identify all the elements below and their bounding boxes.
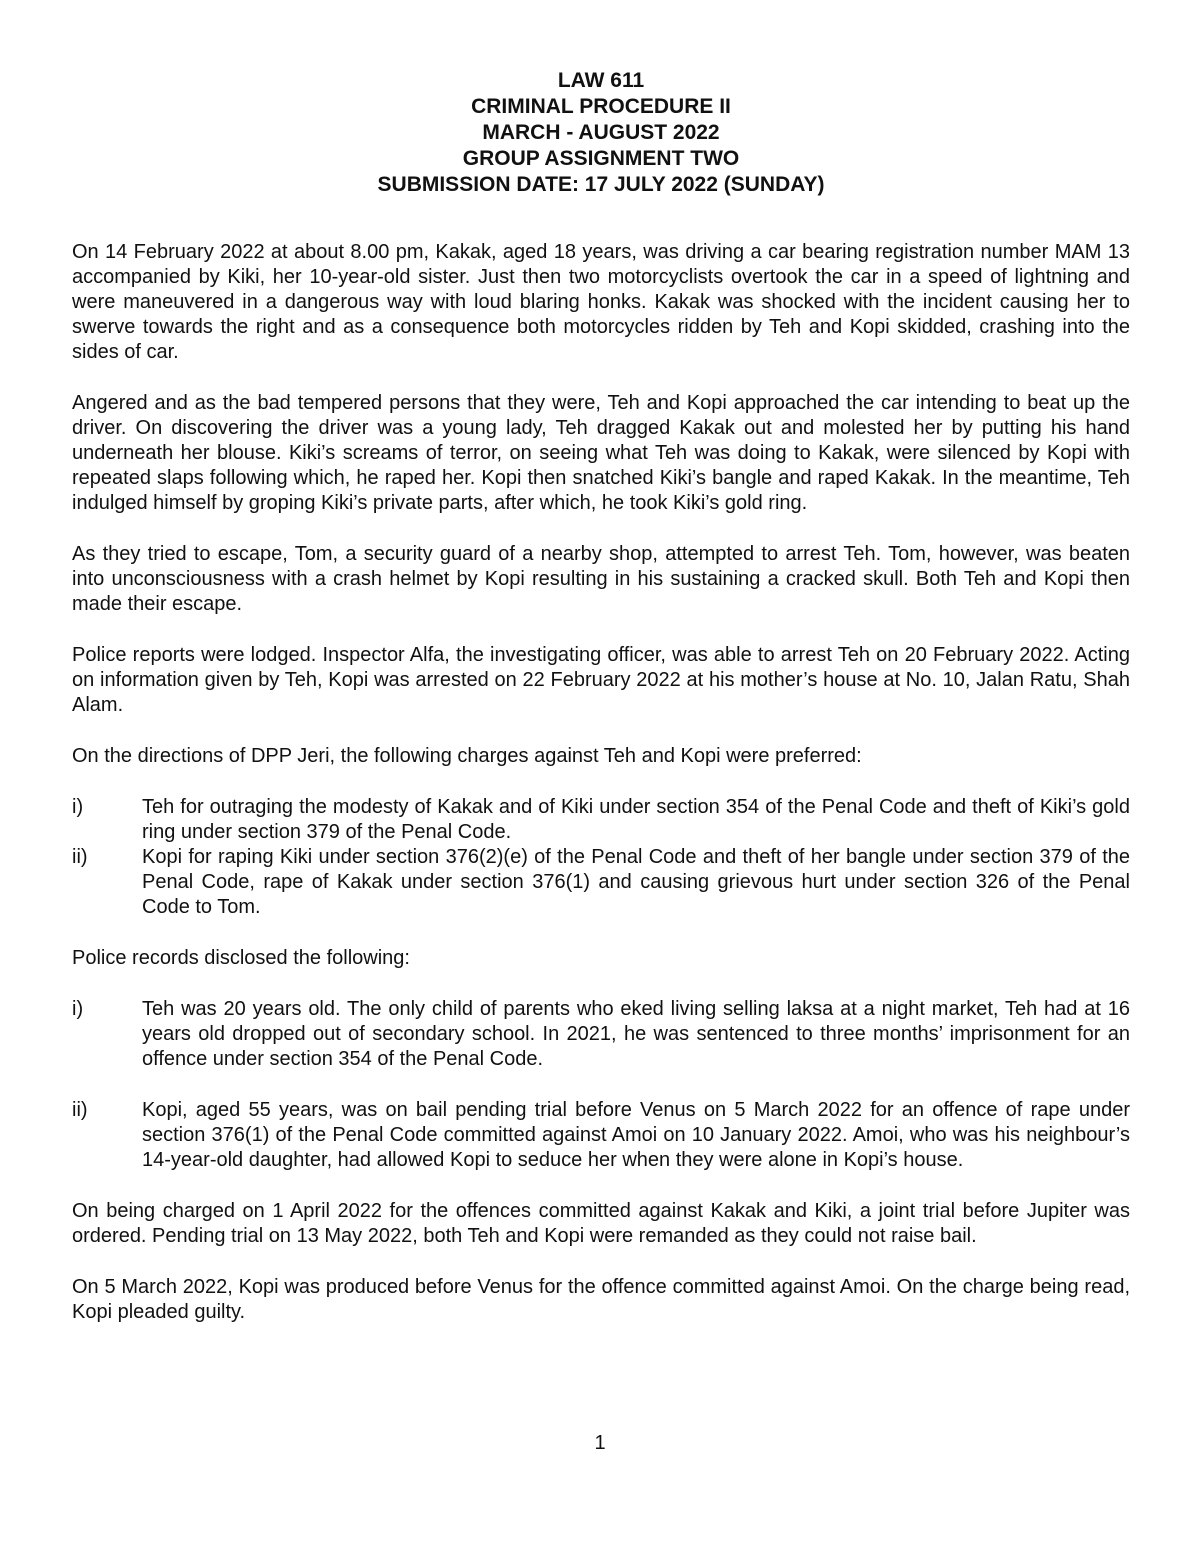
- submission-date: SUBMISSION DATE: 17 JULY 2022 (SUNDAY): [377, 173, 825, 196]
- paragraph-arrest: Police reports were lodged. Inspector Alfa, the investigating officer, was able to arrest Teh on 20 February 2022. Acting on information given by Teh, Kopi was arrested on 22 February 2022 at his mother’s house at No. 10, Jalan Ratu, Shah Alam.: [72, 644, 1130, 716]
- charges-list: [72, 795, 1130, 920]
- list-item-number: ii): [72, 846, 88, 868]
- paragraph-charges-intro: On the directions of DPP Jeri, the following charges against Teh and Kopi were preferred:: [72, 745, 862, 767]
- page-number: 1: [594, 1432, 606, 1454]
- paragraph-guilty-plea: On 5 March 2022, Kopi was produced before Venus for the offence committed against Amoi. On the charge being read, Kopi pleaded guilty.: [72, 1276, 1130, 1323]
- list-item-text: Kopi for raping Kiki under section 376(2)(e) of the Penal Code and theft of her bangle under section 379 of the Penal Code, rape of Kakak under section 376(1) and causing grievous hurt under section 326 of the Penal Code to Tom.: [142, 846, 1130, 918]
- semester: MARCH - AUGUST 2022: [482, 121, 720, 144]
- list-item: [72, 795, 1130, 845]
- list-item: [72, 997, 1130, 1072]
- list-item-text: Teh for outraging the modesty of Kakak and of Kiki under section 354 of the Penal Code and theft of Kiki’s gold ring under section 379 of the Penal Code.: [142, 796, 1130, 843]
- document-header: [72, 68, 1130, 198]
- course-code: LAW 611: [557, 69, 645, 92]
- paragraph-incident: On 14 February 2022 at about 8.00 pm, Kakak, aged 18 years, was driving a car bearing registration number MAM 13 accompanied by Kiki, her 10-year-old sister. Just then two motorcyclists overtook the car in a speed of lightning and were maneuvered in a dangerous way with loud blaring honks. Kakak was shocked with the incident causing her to swerve towards the right and as a consequence both motorcycles ridden by Teh and Kopi skidded, crashing into the sides of car.: [72, 241, 1130, 363]
- document-page: [72, 68, 1130, 1351]
- list-item: [72, 845, 1130, 920]
- paragraph-joint-trial: On being charged on 1 April 2022 for the offences committed against Kakak and Kiki, a joint trial before Jupiter was ordered. Pending trial on 13 May 2022, both Teh and Kopi were remanded as they could not raise bail.: [72, 1200, 1130, 1247]
- list-item-text: Teh was 20 years old. The only child of parents who eked living selling laksa at a night market, Teh had at 16 years old dropped out of secondary school. In 2021, he was sentenced to three months’ imprisonment for an offence under section 354 of the Penal Code.: [142, 998, 1130, 1070]
- records-list: [72, 997, 1130, 1173]
- list-item-number: ii): [72, 1099, 88, 1121]
- list-item-number: i): [72, 796, 84, 818]
- list-item: [72, 1098, 1130, 1173]
- list-item-text: Kopi, aged 55 years, was on bail pending trial before Venus on 5 March 2022 for an offence of rape under section 376(1) of the Penal Code committed against Amoi on 10 January 2022. Amoi, who was his neighbour’s 14-year-old daughter, had allowed Kopi to seduce her when they were alone in Kopi’s house.: [142, 1099, 1130, 1171]
- course-title: CRIMINAL PROCEDURE II: [471, 95, 731, 118]
- paragraph-assault: Angered and as the bad tempered persons that they were, Teh and Kopi approached the car intending to beat up the driver. On discovering the driver was a young lady, Teh dragged Kakak out and molested her by putting his hand underneath her blouse. Kiki’s screams of terror, on seeing what Teh was doing to Kakak, were silenced by Kopi with repeated slaps following which, he raped her. Kopi then snatched Kiki’s bangle and raped Kakak. In the meantime, Teh indulged himself by groping Kiki’s private parts, after which, he took Kiki’s gold ring.: [72, 392, 1130, 514]
- paragraph-records-intro: Police records disclosed the following:: [72, 947, 410, 969]
- paragraph-escape: As they tried to escape, Tom, a security guard of a nearby shop, attempted to arrest Teh. Tom, however, was beaten into unconsciousness with a crash helmet by Kopi resulting in his sustaining a cracked skull. Both Teh and Kopi then made their escape.: [72, 543, 1130, 615]
- assignment-title: GROUP ASSIGNMENT TWO: [462, 147, 740, 170]
- list-item-number: i): [72, 998, 84, 1020]
